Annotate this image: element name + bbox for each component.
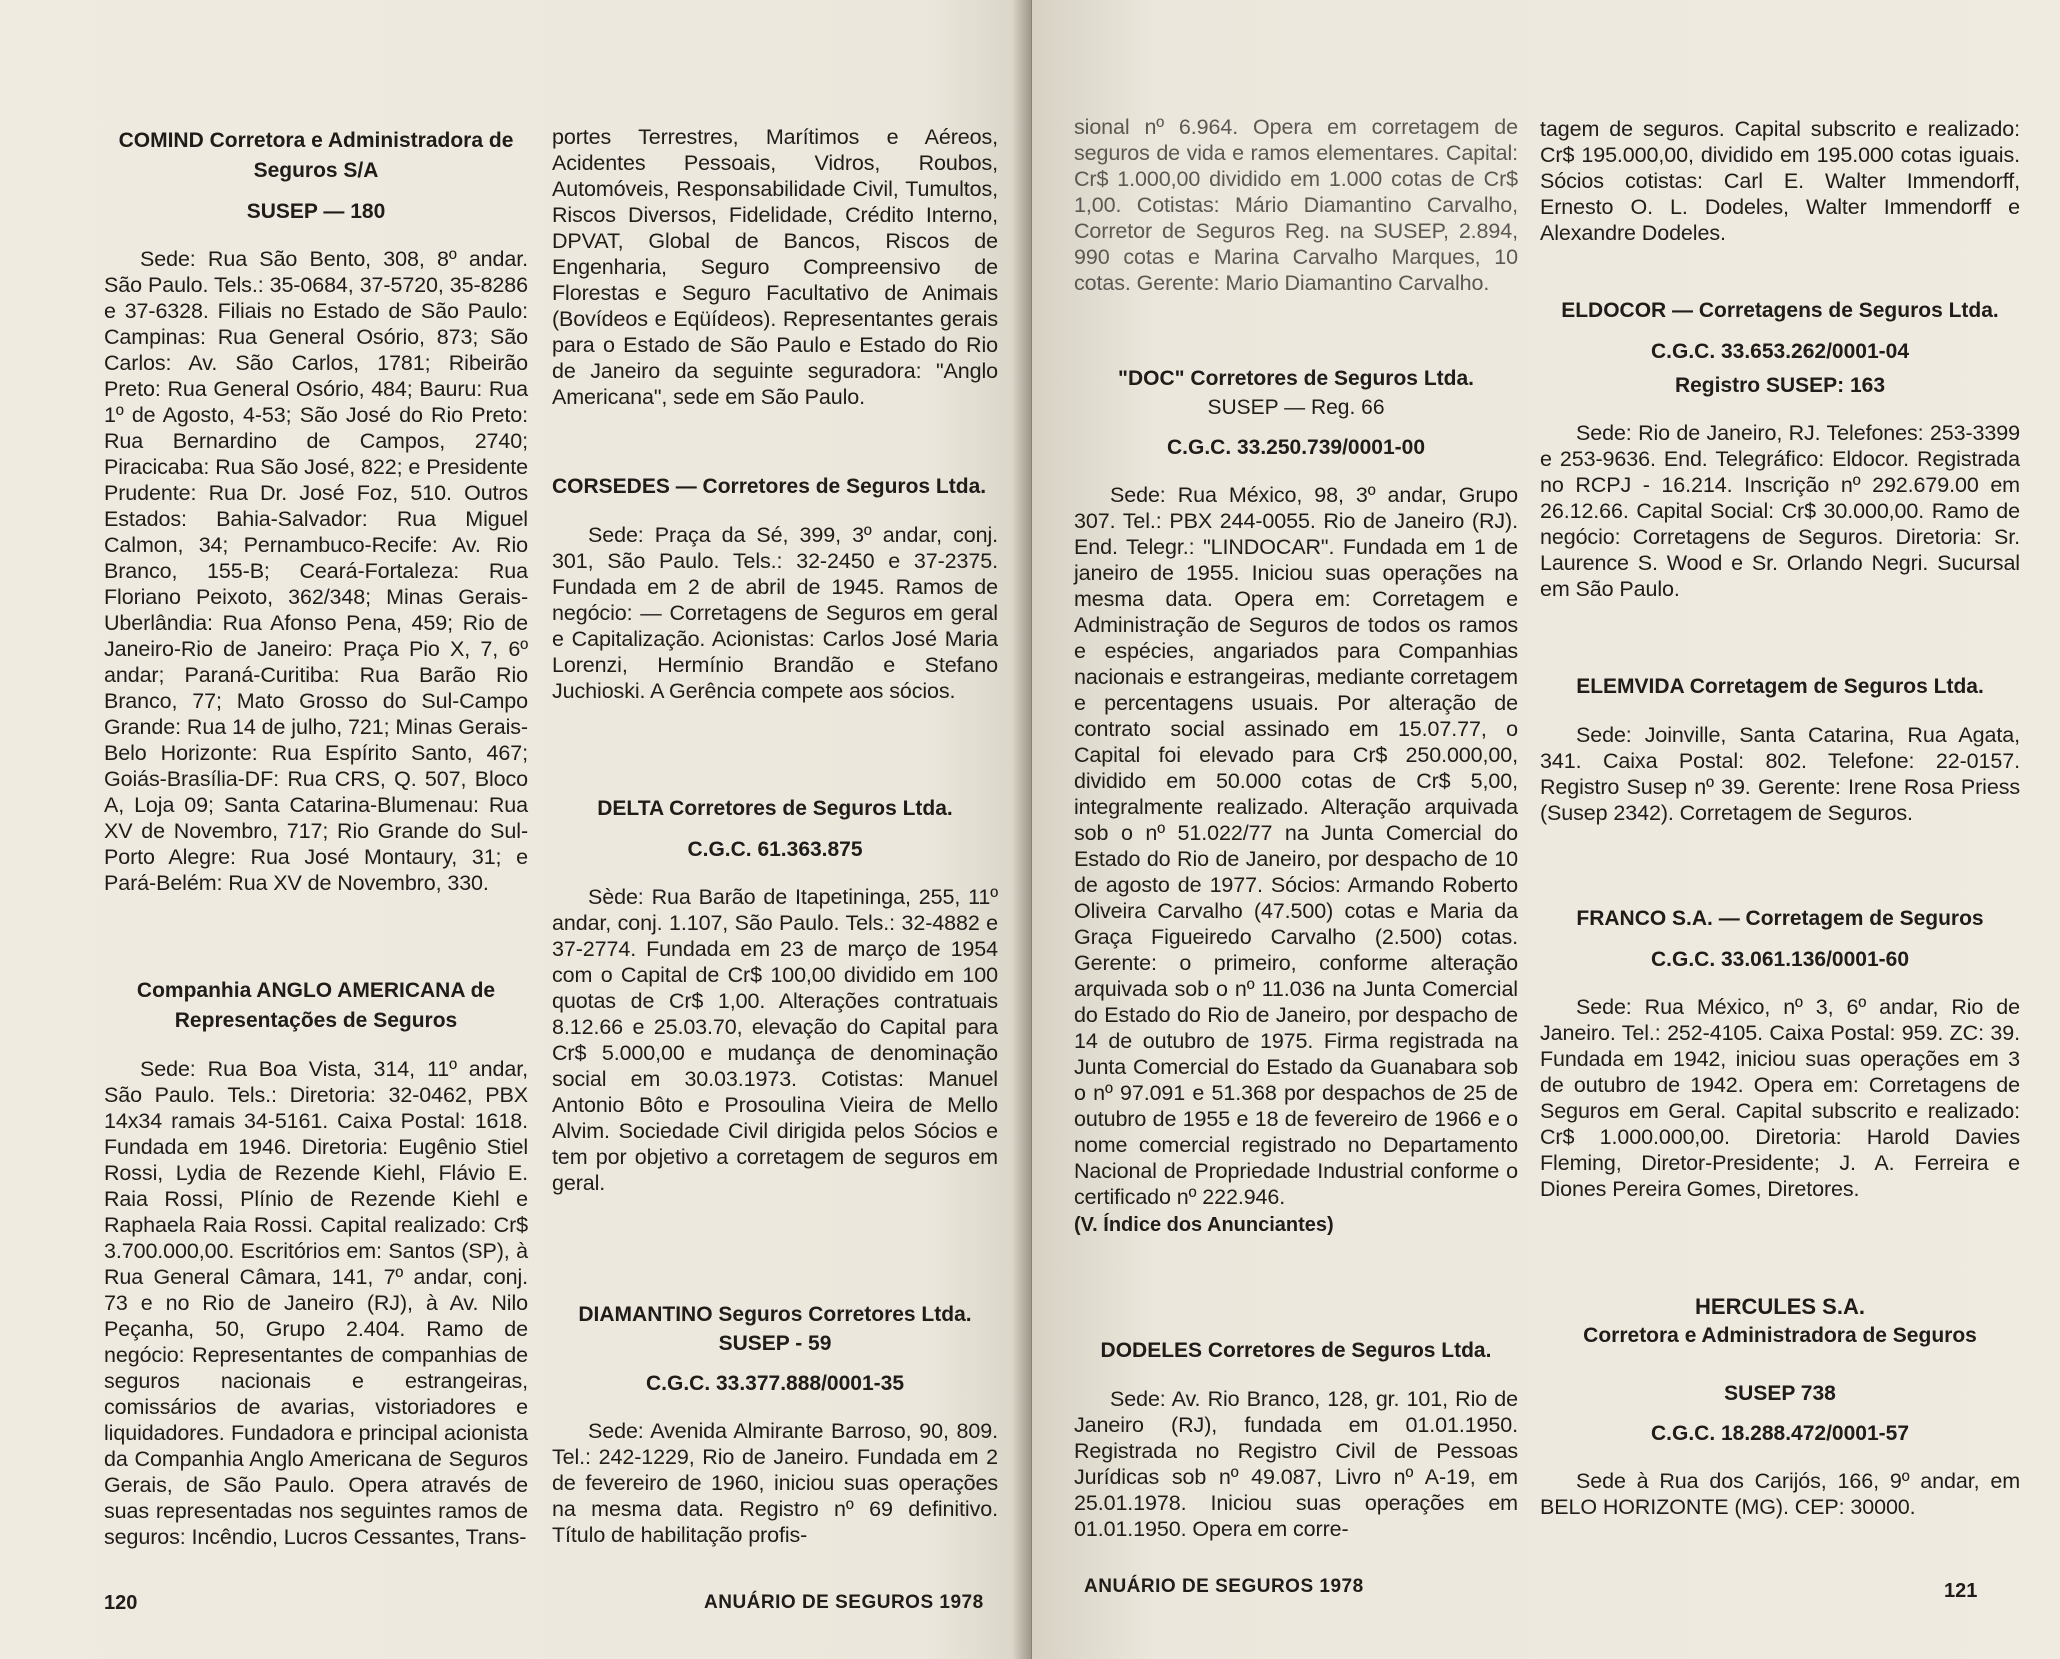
entry-doc bbox=[1074, 364, 1518, 1240]
entry-title: "DOC" Corretores de Seguros Ltda. bbox=[1118, 367, 1474, 390]
page-footer: ANUÁRIO DE SEGUROS 1978 bbox=[1084, 1576, 1364, 1597]
entry-comind bbox=[104, 126, 528, 896]
entry-susep: SUSEP — Reg. 66 bbox=[1207, 396, 1385, 419]
entry-title: FRANCO S.A. — Corretagem de Seguros bbox=[1576, 907, 1984, 930]
entry-delta bbox=[552, 794, 998, 1196]
entry-body: Sede: Rua México, nº 3, 6º andar, Rio de Janeiro. Tel.: 252-4105. Caixa Postal: 959. ZC: 39. Fundada em 1942, iniciou suas operações em 3 de outubro de 1942. Opera em: Corretagens de Seguros em Geral. Capital subscrito e realizado: Cr$ 1.000.000,00. Diretoria: Harold Davies Fleming, Diretor-Presidente; J. A. Ferreira e Diones Pereira Gomes, Diretores. bbox=[1540, 995, 2020, 1201]
entry-title: HERCULES S.A. bbox=[1695, 1294, 1865, 1319]
entry-body: Sède: Rua Barão de Itapetininga, 255, 11º andar, conj. 1.107, São Paulo. Tels.: 32-4882 e 37-2774. Fundada em 23 de março de 1954 com o Capital de Cr$ 100,00 dividido em 100 quotas de Cr$ 1,00. Alterações contratuais 8.12.66 e 25.03.70, elevação do Capital para Cr$ 5.000,00 e mudança de denominação social em 30.03.1973. Cotistas: Manuel Antonio Bôto e Prosoulina Vieira de Mello Alvim. Sociedade Civil dirigida pelos Sócios e tem por objetivo a corretagem de seguros em geral. bbox=[552, 885, 998, 1195]
entry-cgc: C.G.C. 33.061.136/0001-60 bbox=[1650, 948, 1909, 971]
page-number: 121 bbox=[1944, 1580, 1978, 1602]
entry-diamantino bbox=[552, 1300, 998, 1548]
entry-cgc: C.G.C. 33.250.739/0001-00 bbox=[1166, 436, 1425, 459]
entry-note: (V. Índice dos Anunciantes) bbox=[1074, 1214, 1334, 1236]
entry-body-continuation: tagem de seguros. Capital subscrito e realizado: Cr$ 195.000,00, dividido em 195.000 cotas iguais. Sócios cotistas: Carl E. Walter Immendorff, Ernesto O. L. Dodeles, Walter Immendorff e Alexandre Dodeles. bbox=[1540, 117, 2020, 245]
entry-body: Sede: Av. Rio Branco, 128, gr. 101, Rio de Janeiro (RJ), fundada em 01.01.1950. Registrada no Registro Civil de Pessoas Jurídicas sob nº 49.087, Livro nº A-19, em 25.01.1978. Iniciou suas operações em 01.01.1950. Opera em corre- bbox=[1074, 1387, 1518, 1541]
entry-franco bbox=[1540, 904, 2020, 1202]
entry-subtitle: Corretora e Administradora de Seguros bbox=[1583, 1324, 1977, 1347]
entry-susep: SUSEP — 180 bbox=[246, 200, 386, 223]
entry-body: Sede: Avenida Almirante Barroso, 90, 809. Tel.: 242-1229, Rio de Janeiro. Fundada em 2 de fevereiro de 1960, iniciou suas operações na mesma data. Registro nº 69 definitivo. Título de habilitação profis- bbox=[552, 1419, 998, 1547]
entry-body: Sede à Rua dos Carijós, 166, 9º andar, em BELO HORIZONTE (MG). CEP: 30000. bbox=[1540, 1469, 2020, 1519]
entry-body: Sede: Rio de Janeiro, RJ. Telefones: 253-3399 e 253-9636. End. Telegráfico: Eldocor. Registrada no RCPJ - 16.214. Inscrição nº 292.679.00 em 26.12.66. Capital Social: Cr$ 30.000,00. Ramo de negócio: Corretagens de Seguros. Diretoria: Sr. Laurence S. Wood e Sr. Orlando Negri. Sucursal em São Paulo. bbox=[1540, 421, 2020, 601]
page-number: 120 bbox=[104, 1592, 138, 1614]
entry-dodeles-continuation bbox=[1540, 116, 2020, 246]
entry-diamantino-continuation bbox=[1074, 114, 1518, 296]
entry-elemvida bbox=[1540, 672, 2020, 826]
entry-title: DIAMANTINO Seguros Corretores Ltda. bbox=[578, 1303, 972, 1326]
page-footer: ANUÁRIO DE SEGUROS 1978 bbox=[704, 1592, 984, 1613]
entry-corsedes bbox=[552, 472, 998, 704]
entry-cgc: C.G.C. 61.363.875 bbox=[687, 838, 863, 861]
entry-title: Companhia ANGLO AMERICANA de Representações de Seguros bbox=[136, 979, 496, 1032]
entry-body: Sede: Rua México, 98, 3º andar, Grupo 307. Tel.: PBX 244-0055. Rio de Janeiro (RJ). End. Telegr.: "LINDOCAR". Fundada em 1 de janeiro de 1955. Iniciou suas operações na mesma data. Opera em: Corretagem e Administração de Seguros de todos os ramos e espécies, angariados para Companhias nacionais e estrangeiras, mediante corretagem e percentagens usuais. Por alteração de contrato social assinado em 15.07.77, o Capital foi elevado para Cr$ 250.000,00, dividido em 50.000 cotas de Cr$ 5,00, integralmente realizado. Alteração arquivada sob o nº 51.022/77 na Junta Comercial do Estado do Rio de Janeiro, por despacho de 10 de agosto de 1977. Sócios: Armando Roberto Oliveira Carvalho (47.500) cotas e Maria da Graça Figueiredo Carvalho (2.500) cotas. Gerente: o primeiro, conforme alteração arquivada sob o nº 11.036 na Junta Comercial do Estado do Rio de Janeiro, por despacho de 14 de outubro de 1975. Firma registrada na Junta Comercial do Estado da Guanabara sob o nº 97.091 e 51.368 por despachos de 25 de outubro de 1955 e 18 de fevereiro de 1966 e o nome comercial registrado no Departamento Nacional de Propriedade Industrial conforme o certificado nº 222.946. bbox=[1074, 483, 1518, 1209]
entry-cgc: C.G.C. 33.377.888/0001-35 bbox=[645, 1372, 904, 1395]
entry-title: CORSEDES — Corretores de Seguros Ltda. bbox=[552, 475, 987, 498]
entry-title: ELEMVIDA Corretagem de Seguros Ltda. bbox=[1576, 675, 1984, 698]
entry-title: DELTA Corretores de Seguros Ltda. bbox=[597, 797, 953, 820]
entry-cgc: C.G.C. 33.653.262/0001-04 bbox=[1650, 340, 1909, 363]
entry-susep: SUSEP - 59 bbox=[718, 1332, 832, 1355]
entry-body: Sede: Rua São Bento, 308, 8º andar. São Paulo. Tels.: 35-0684, 37-5720, 35-8286 e 37-6328. Filiais no Estado de São Paulo: Campinas: Rua General Osório, 873; São Carlos: Av. São Carlos, 1781; Ribeirão Preto: Rua General Osório, 484; Bauru: Rua 1º de Agosto, 4-53; São José do Rio Preto: Rua Bernardino de Campos, 2740; Piracicaba: Rua São José, 822; e Presidente Prudente: Rua Dr. José Foz, 510. Outros Estados: Bahia-Salvador: Rua Miguel Calmon, 34; Pernambuco-Recife: Av. Rio Branco, 155-B; Ceará-Fortaleza: Rua Floriano Peixoto, 362/348; Minas Gerais-Uberlândia: Rua Afonso Pena, 459; Rio de Janeiro-Rio de Janeiro: Praça Pio X, 7, 6º andar; Paraná-Curitiba: Rua Barão Rio Branco, 77; Mato Grosso do Sul-Campo Grande: Rua 14 de julho, 721; Minas Gerais-Belo Horizonte: Rua Espírito Santo, 467; Goiás-Brasília-DF: Rua CRS, Q. 507, Bloco A, Loja 09; Santa Catarina-Blumenau: Rua XV de Novembro, 717; Rio Grande do Sul-Porto Alegre: Rua José Montaury, 31; e Pará-Belém: Rua XV de Novembro, 330. bbox=[104, 247, 528, 895]
entry-body-continuation: sional nº 6.964. Opera em corretagem de seguros de vida e ramos elementares. Capital: Cr$ 1.000,00 dividido em 1.000 cotas de Cr$ 1,00. Cotistas: Mário Diamantino Carvalho, Corretor de Seguros Reg. na SUSEP, 2.894, 990 cotas e Marina Carvalho Marques, 10 cotas. Gerente: Mario Diamantino Carvalho. bbox=[1074, 115, 1518, 295]
entry-title: COMIND Corretora e Administradora de Seguros S/A bbox=[118, 129, 514, 182]
entry-anglo-continuation bbox=[552, 124, 998, 410]
entry-title: ELDOCOR — Corretagens de Seguros Ltda. bbox=[1561, 299, 1999, 322]
entry-cgc: C.G.C. 18.288.472/0001-57 bbox=[1650, 1422, 1909, 1445]
entry-anglo-americana bbox=[104, 976, 528, 1550]
entry-dodeles bbox=[1074, 1336, 1518, 1542]
entry-eldocor bbox=[1540, 296, 2020, 602]
entry-title: DODELES Corretores de Seguros Ltda. bbox=[1100, 1339, 1492, 1362]
entry-susep: SUSEP 738 bbox=[1724, 1382, 1836, 1405]
right-page bbox=[1032, 0, 2060, 1659]
entry-hercules bbox=[1540, 1292, 2020, 1520]
entry-body: Sede: Rua Boa Vista, 314, 11º andar, São Paulo. Tels.: Diretoria: 32-0462, PBX 14x34 ramais 34-5161. Caixa Postal: 1618. Fundada em 1946. Diretoria: Eugênio Stiel Rossi, Lydia de Rezende Kiehl, Flávio E. Raia Rossi, Plínio de Rezende Kiehl e Raphaela Raia Rossi. Capital realizado: Cr$ 3.700.000,00. Escritórios em: Santos (SP), à Rua General Câmara, 141, 7º andar, conj. 73 e no Rio de Janeiro (RJ), à Av. Nilo Peçanha, 50, Grupo 2.404. Ramo de negócio: Representantes de companhias de seguros nacionais e estrangeiras, comissários de avarias, vistoriadores e liquidadores. Fundadora e principal acionista da Companhia Anglo Americana de Seguros Gerais, de São Paulo. Opera através de suas representadas nos seguintes ramos de seguros: Incêndio, Lucros Cessantes, Trans- bbox=[104, 1057, 528, 1549]
entry-body-continuation: portes Terrestres, Marítimos e Aéreos, Acidentes Pessoais, Vidros, Roubos, Automóveis, Responsabilidade Civil, Tumultos, Riscos Diversos, Fidelidade, Crédito Interno, DPVAT, Global de Bancos, Riscos de Engenharia, Seguro Compreensivo de Florestas e Seguro Facultativo de Animais (Bovídeos e Eqüídeos). Representantes gerais para o Estado de São Paulo e Estado do Rio de Janeiro da seguinte seguradora: "Anglo Americana", sede em São Paulo. bbox=[552, 125, 998, 409]
entry-body: Sede: Praça da Sé, 399, 3º andar, conj. 301, São Paulo. Tels.: 32-2450 e 37-2375. Fundada em 2 de abril de 1945. Ramos de negócio: — Corretagens de Seguros em geral e Capitalização. Acionistas: Carlos José Maria Lorenzi, Hermínio Brandão e Stefano Juchioski. A Gerência compete aos sócios. bbox=[552, 523, 998, 703]
entry-body: Sede: Joinville, Santa Catarina, Rua Agata, 341. Caixa Postal: 802. Telefone: 22-0157. Registro Susep nº 39. Gerente: Irene Rosa Priess (Susep 2342). Corretagem de Seguros. bbox=[1540, 723, 2020, 825]
entry-susep: Registro SUSEP: 163 bbox=[1674, 374, 1886, 397]
